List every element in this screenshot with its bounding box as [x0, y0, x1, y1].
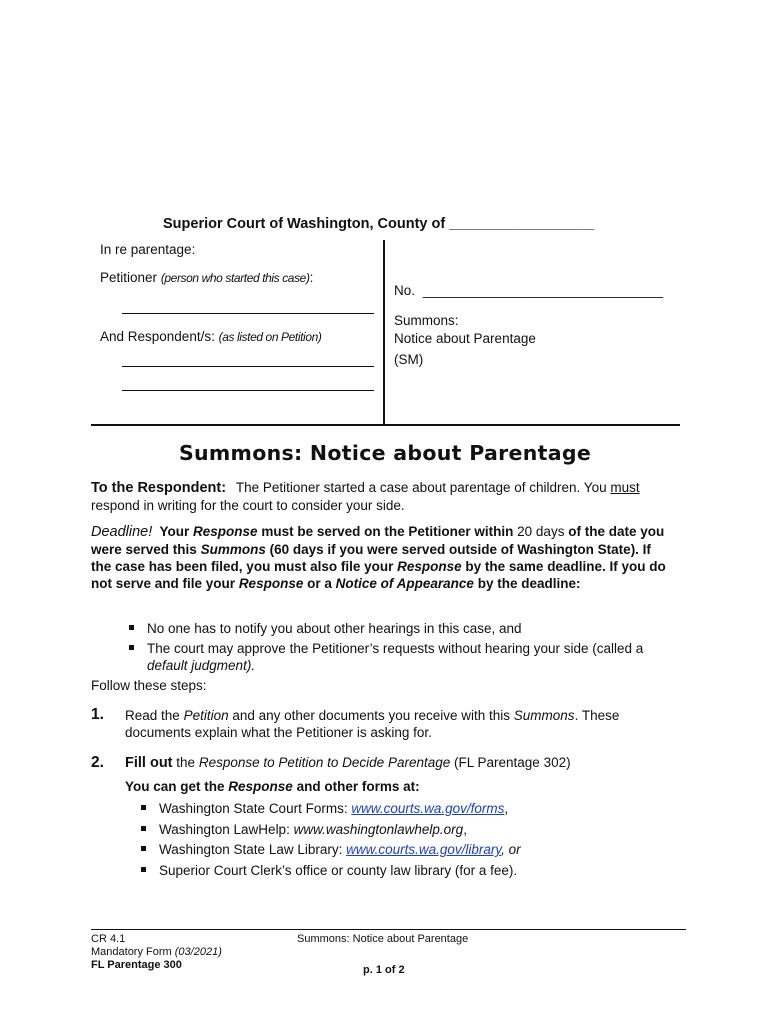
deadline-notice-of-appearance: Notice of Appearance [335, 576, 474, 591]
page-number: p. 1 of 2 [363, 964, 405, 976]
respondent-line [100, 329, 321, 344]
sources-list [139, 800, 679, 879]
deadline-response: Response [193, 524, 258, 539]
deadline-summons: Summons [200, 542, 266, 557]
court-forms-link[interactable]: www.courts.wa.gov/forms [351, 801, 505, 816]
step-text: documents explain what the Petitioner is asking for. [125, 725, 432, 740]
respondent-name-field-2[interactable] [122, 390, 374, 391]
source-label: Superior Court Clerk’s office or county law library (for a fee). [159, 862, 518, 878]
step-text: Read the [125, 708, 180, 723]
law-library-link[interactable]: www.courts.wa.gov/library [346, 842, 502, 857]
respondent-note: (as listed on Petition) [218, 330, 322, 344]
list-item [127, 640, 687, 674]
source-label: Washington State Law Library: [159, 842, 343, 857]
consequence-list [127, 620, 687, 674]
source-punct: , [504, 801, 509, 816]
step-summons: Summons [513, 708, 575, 723]
document-title-2: Notice about Parentage [394, 331, 536, 346]
footer-left [91, 933, 222, 972]
list-item [139, 862, 679, 879]
step-2-number: 2. [91, 754, 104, 771]
step-2-text [125, 755, 571, 771]
footer-date: (03/2021) [174, 946, 222, 958]
footer-rule-ref: CR 4.1 [91, 933, 126, 945]
intro-must: must [610, 480, 640, 495]
deadline-response: Response [238, 576, 304, 591]
source-label: Washington LawHelp: [159, 821, 290, 837]
page-title: Summons: Notice about Parentage [178, 441, 592, 465]
petitioner-colon: : [309, 270, 314, 285]
document-code: (SM) [394, 352, 424, 367]
deadline-text: by the same deadline. If you do not serve and file your [91, 559, 666, 591]
petitioner-note: (person who started this case) [160, 271, 310, 285]
deadline-text: must be served on the Petitioner within [261, 524, 514, 539]
petitioner-name-field[interactable] [122, 313, 374, 314]
step-fill-out: Fill out [125, 755, 173, 771]
step-text: . These [574, 708, 620, 723]
deadline-text: of the date you were served this [91, 524, 665, 557]
lawhelp-url: www.washingtonlawhelp.org [293, 821, 464, 837]
list-item [139, 821, 679, 838]
respondent-name-field-1[interactable] [122, 366, 374, 367]
county-blank: __________________ [449, 216, 595, 232]
petitioner-label: Petitioner [100, 270, 158, 285]
footer-mandatory-label: Mandatory Form [91, 946, 172, 958]
intro-text-b: respond in writing for the court to consider your side. [91, 498, 405, 513]
document-title-block [394, 312, 536, 369]
petitioner-line [100, 270, 313, 285]
step-1-number: 1. [91, 706, 104, 723]
deadline-text: (60 days if you were served outside of Washington State). If the case has been filed, you must also file your [91, 542, 651, 574]
sources-response: Response [228, 779, 293, 794]
list-item [139, 841, 679, 858]
intro-text-a: The Petitioner started a case about parentage of children. You [235, 480, 607, 495]
source-label: Washington State Court Forms: [159, 801, 348, 816]
caption-divider [383, 240, 385, 426]
court-title-text: Superior Court of Washington, County of [163, 216, 446, 232]
footer-mandatory [91, 946, 222, 959]
step-form-code: (FL Parentage 302) [454, 755, 571, 770]
list-item-text: The court may approve the Petitioner’s requests without hearing your side (called a [147, 641, 644, 656]
source-punct: , [463, 821, 467, 837]
case-number-label: No. [394, 283, 416, 298]
respondent-label: And Respondent/s: [100, 329, 215, 344]
caption-bottom-rule [91, 424, 680, 426]
document-title-1: Summons: [394, 313, 459, 328]
step-petition: Petition [183, 708, 229, 723]
deadline-days: 20 days [517, 524, 565, 539]
list-item [127, 620, 687, 637]
step-text: the [176, 755, 196, 770]
follow-steps-label: Follow these steps: [91, 678, 207, 693]
footer-form-id: FL Parentage 300 [91, 959, 182, 971]
intro-paragraph [91, 479, 691, 515]
court-title [163, 216, 594, 232]
in-re-label: In re parentage: [100, 242, 196, 257]
deadline-response: Response [397, 559, 462, 574]
deadline-text: by the deadline: [477, 576, 581, 591]
sources-text: and other forms at: [296, 779, 420, 794]
case-number-field[interactable]: ________________________________ [422, 283, 664, 298]
list-item [139, 800, 679, 817]
to-respondent-label: To the Respondent: [91, 480, 227, 496]
case-number [394, 283, 663, 298]
deadline-text: or a [307, 576, 332, 591]
footer-center-title: Summons: Notice about Parentage [297, 933, 469, 945]
footer-rule [91, 929, 686, 930]
source-punct: , or [501, 842, 521, 857]
list-item-term: default judgment). [147, 658, 256, 673]
deadline-paragraph [91, 523, 673, 592]
step-1-text [125, 707, 665, 741]
deadline-text: Your [159, 524, 190, 539]
list-item-text: No one has to notify you about other hearings in this case, and [147, 621, 522, 636]
sources-text: You can get the [125, 779, 225, 794]
forms-sources-label [125, 779, 420, 794]
deadline-lead: Deadline! [91, 524, 153, 540]
step-text: and any other documents you receive with this [232, 708, 511, 723]
step-response-form: Response to Petition to Decide Parentage [198, 755, 451, 770]
